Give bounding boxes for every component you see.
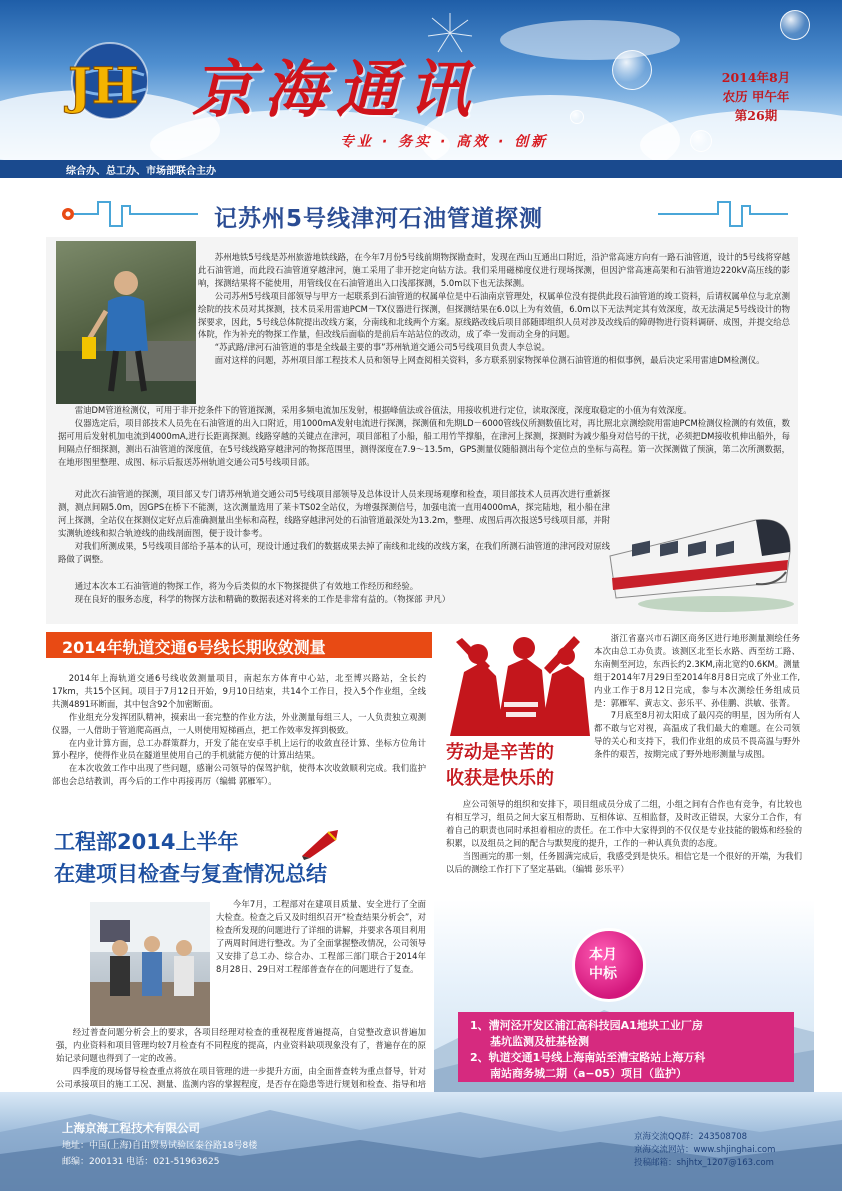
article1-paragraph: 公司苏州5号线项目部领导与甲方一起联系到石油管道的权属单位是中石油南京管理处，权属单位没有提供此段石油管道的竣工资料，后请权属单位与北京测绘院的技术员对其探测，技术员采用雷迪PCM－TX仪器进行探测，但探测结果在6.0以上为有效值，6.0m以下无法判定其有效深度，故无法满足5号线设计的物探要求，因此，5号线总体院提出改线方案，分南线和北线两个方案。原线路改线后项目部随即组织人员对涉及改线后的障碍物进行资料调研、成图，并提交给总体院，作为补充的物探工作量，但改线后面临的是前后车站站位的改动，成了牵一发而动全身的问题。 bbox=[198, 290, 790, 340]
article1-paragraph: 雷迪DM管道检测仪，可用于非开挖条件下的管道探测，采用多频电流加压发射，根据峰值法或谷值法，用接收机进行定位，读取深度，深度取稳定的小值为有效深度。 bbox=[74, 405, 692, 415]
milestone-item1-line1: 1、漕河泾开发区浦江高科技园A1地块工业厂房 bbox=[470, 1019, 703, 1032]
footer-zip-phone: 邮编：200131 电话：021-51963625 bbox=[62, 1157, 220, 1167]
milestone-item2-line2: 南站商务城二期（a−05）项目（监护） bbox=[490, 1067, 687, 1080]
article4-paragraph: 当图画完的那一刻，任务圆满完成后，我感受到是快乐。相信它是一个很好的开端，为我们以后的测绘工作打下了坚定基础。（编辑 彭乐平） bbox=[446, 850, 802, 874]
milestone-item2-line1: 2、轨道交通1号线上海南站至漕宝路站上海万科 bbox=[470, 1051, 706, 1064]
article3-paragraph: 今年7月，工程部对在建项目质量、安全进行了全面大检查。检查之后又及时组织召开“检查结果分析会”，对检查所发现的问题进行了详细的讲解，并要求各项目利用了两周时间进行整改。为了全面掌握整改情况，公司领导又安排了总工办、综合办、工程部三部门联合于2014年8月28日、29日对工程部普查存在的问题进行了复查。 bbox=[216, 899, 426, 974]
article2-paragraph: 在内业计算方面，总工办群策群力，开发了能在安卓手机上运行的收敛直径计算、坐标方位角计算小程序，使得作业员在隧道里使用自己的手机就能方便的计算出结果。 bbox=[52, 737, 426, 761]
bubble-icon bbox=[570, 110, 584, 124]
article1-paragraph: 对我们所测成果，5号线项目部给予基本的认可，现设计通过我们的数据成果去掉了南线和北线的改线方案，在我们所测石油管道的津河段对原线路做了调整。 bbox=[58, 540, 610, 564]
article4-paragraph: 浙江省嘉兴市石湖区商务区进行地形测量测绘任务本次由总工办负责。该测区北至长水路、西至纺工路、东南侧至河边，东西长约2.3KM,南北宽约0.6KM。测量组于2014年7月29日至2014年8月8日完成了外业工作,内业工作于8月12日完成，参与本次测绘任务组成员是：郭雁军、黄志文、彭乐平、孙佳鹏、洪敏、张菁。 bbox=[594, 633, 800, 708]
logo-lettering: JH bbox=[68, 56, 139, 115]
metro-train-illustration bbox=[606, 486, 794, 616]
footer-email-link[interactable]: 投稿邮箱：shjhtx_1207@163.com bbox=[634, 1158, 774, 1168]
article4-body-bottom bbox=[446, 798, 802, 875]
article3-body-top bbox=[216, 898, 426, 975]
article3-title-line1: 工程部2014上半年 bbox=[54, 830, 239, 854]
milestone-badge-text1: 本月 bbox=[589, 947, 617, 963]
pipeline-survey-photo bbox=[56, 241, 196, 404]
article1-body-lower bbox=[58, 488, 610, 565]
article4-paragraph: 7月底至8月初太阳成了最闪亮的明星，因为所有人都不敢与它对视，高温成了我们最大的难题。在公司领导的关心和支持下，我们作业组的成员不畏高温与野外条件的艰苦，按期完成了野外地形测量与成图。 bbox=[594, 710, 800, 760]
article4-body-top bbox=[594, 632, 800, 761]
article1-title: 记苏州5号线津河石油管道探测 bbox=[214, 206, 544, 232]
footer-website-link[interactable]: 京海交流网站：www.shjinghai.com bbox=[634, 1145, 776, 1155]
article1-signoff: 现在良好的服务态度，科学的物探方法和精确的数据表述对将来的工作是非常有益的。（物探部 尹凡） bbox=[74, 593, 451, 604]
article2-paragraph: 在本次收敛工作中出现了些问题，感谢公司领导的保驾护航，使得本次收敛顺利完成。我们监护部也会总结教训，再今后的工作中再接再厉（编辑 郭雁军）。 bbox=[52, 763, 426, 787]
company-logo bbox=[60, 35, 148, 127]
article1-body-top bbox=[198, 251, 790, 367]
article1-paragraph: 面对这样的问题，苏州项目部工程技术人员和领导上网查阅相关资料，多方联系别家物探单位测石油管道的相似事例，最后决定采用雷迪DM检测仪。 bbox=[214, 355, 765, 366]
issue-lunar: 农历 甲午年 bbox=[722, 89, 790, 104]
bubble-icon bbox=[780, 10, 810, 40]
bubble-icon bbox=[690, 130, 712, 152]
inspection-meeting-photo bbox=[90, 902, 210, 1026]
sponsor-text: 综合办、总工办、市场部联合主办 bbox=[66, 166, 216, 177]
article1-quote: “苏武路/津河石油管道的事是全线最主要的事”苏州轨道交通公司5号线项目负责人李总说。 bbox=[214, 342, 550, 353]
article1-paragraph: 苏州地铁5号线是苏州旅游地铁线路，在今年7月份5号线前期物探勘查时，发现在西山互通出口附近，沿沪常高速方向有一路石油管道，设计的5号线将穿越此石油管道，而此段石油管道穿越津河，施工采用了非开挖定向钻方法。我们采用磁梯度仪进行现场探测，但因沪常高速高架和石油管道边220kV高压线的影响，探测结果将不能使用，用管线仪在石油管道出入口浅部探测，5.0m以下也无法探测。 bbox=[198, 252, 790, 288]
pen-icon bbox=[298, 826, 344, 860]
article1-paragraph: 通过本次本工石油管道的物探工作，将为今后类似的水下物探提供了有效地工作经历和经验。 bbox=[74, 581, 419, 591]
newsletter-title: 京海通讯 bbox=[192, 53, 481, 126]
article1-body-middle bbox=[58, 404, 790, 469]
milestone-item1-line2: 基坑监测及桩基检测 bbox=[490, 1035, 589, 1048]
issue-info bbox=[706, 68, 806, 125]
slogan: 专业 · 务实 · 高效 · 创新 bbox=[340, 134, 549, 150]
article3-title-line2: 在建项目检查与复查情况总结 bbox=[54, 862, 327, 886]
article1-paragraph: 对此次石油管道的探测，项目部又专门请苏州轨道交通公司5号线项目部领导及总体设计人员来现场观摩和检查，项目部技术人员再次进行重新探测，测点间隔5.0m，因GPS在桥下不能测，这次测量选用了莱卡TS02全站仪，为增强探测信号，加强电流一直用4000mA，探完陆地，租小船在津河上探测，全站仪在探测仪定好点后准确测量出坐标和高程，线路穿越津河处的石油管道最深处为13.2m，整理、成图后再次报送5号线项目部，并附实测轨迹线和拟合轨迹线的曲线剖面图，便于设计参考。 bbox=[58, 489, 610, 538]
footer-company: 上海京海工程技术有限公司 bbox=[62, 1121, 200, 1135]
article3-paragraph: 四季度的现场督导检查重点将放在项目管理的进一步提升方面，由全面普查转为重点督导，针对公司承接项目的施工工况、测量、监测内容的掌握程度，是否存在隐患等进行规划和检查、指导和培 bbox=[56, 1065, 426, 1089]
article2-paragraph: 2014年上海轨道交通6号线收敛测量项目，南起东方体育中心站，北至博兴路站，全长约17km，共15个区间。项目于7月12日开始，9月10日结束，共14个工作日，投入5个作业组，全线共测4891环断面，其中包含92个加密断面。 bbox=[52, 673, 426, 709]
issue-date: 2014年8月 bbox=[721, 70, 791, 85]
poster-caption-line2: 收获是快乐的 bbox=[446, 768, 554, 789]
bubble-icon bbox=[612, 50, 652, 90]
article2-body bbox=[52, 672, 426, 788]
article1-paragraph: 仪器选定后，项目部技术人员先在石油管道的出入口附近，用1000mA发射电流进行探测，探测值和先期LD－6000管线仪所测数值比对，再比照北京测绘院用雷迪PCM检测仪检测的有效值，数据可用后发射机加电流到4000mA,进行长距离探测。线路穿越的关键点在津河，项目部租了小船，船工用竹竿撑船，在津河上探测，探测时为减少船身对信号的干扰，必须把DM接收机伸出船外，每间隔点仔细探测，测出石油管道的深度值，在5号线线路穿越津河的物探范围里，测得深度在7.9～13.5m，GPS测量仪随船测出每个定位点的坐标与高程。第一次探测做了预演，第二次所测数据，在地形图里整理、成图、标示后报送苏州轨道交通公司5号线项目部。 bbox=[58, 417, 790, 467]
poster-caption-line1: 劳动是辛苦的 bbox=[446, 742, 554, 763]
article2-title: 2014年轨道交通6号线长期收敛测量 bbox=[62, 638, 326, 657]
issue-number: 第26期 bbox=[734, 108, 778, 123]
article3-paragraph: 经过普查问题分析会上的要求，各项目经理对检查的重视程度普遍提高，自觉整改意识普遍加强，内业资料和项目管理均较7月检查有不同程度的提高，内业资料缺项现象没有了，普遍存在的原始记录问题也得到了一定的改善。 bbox=[56, 1027, 426, 1063]
milestone-badge-text2: 中标 bbox=[589, 966, 617, 982]
article4-paragraph: 应公司领导的组织和安排下，项目组成员分成了二组，小组之间有合作也有竞争，有比较也有相互学习，组员之间大家互相帮助、互相体谅、互相监督，及时改正错误，大家分工合作，有着自己的职责也同时承担着相应的责任。在工作中大家得到的不仅仅是专业技能的锻炼和经验的积累，以及组员之间的配合与默契度的提升，工作的一种认真负责的态度。 bbox=[446, 799, 802, 848]
footer-address: 地址：中国(上海)自由贸易试验区泰谷路18号8楼 bbox=[62, 1141, 258, 1151]
article2-paragraph: 作业组充分发挥团队精神，摸索出一套完整的作业方法，外业测量每组三人，一人负责独立观测仪器，一人借助于管道爬高画点，一人则使用短梯画点，把工作效率发挥到极致。 bbox=[52, 711, 426, 735]
footer-qq-group: 京海交流QQ群：243508708 bbox=[634, 1132, 748, 1142]
